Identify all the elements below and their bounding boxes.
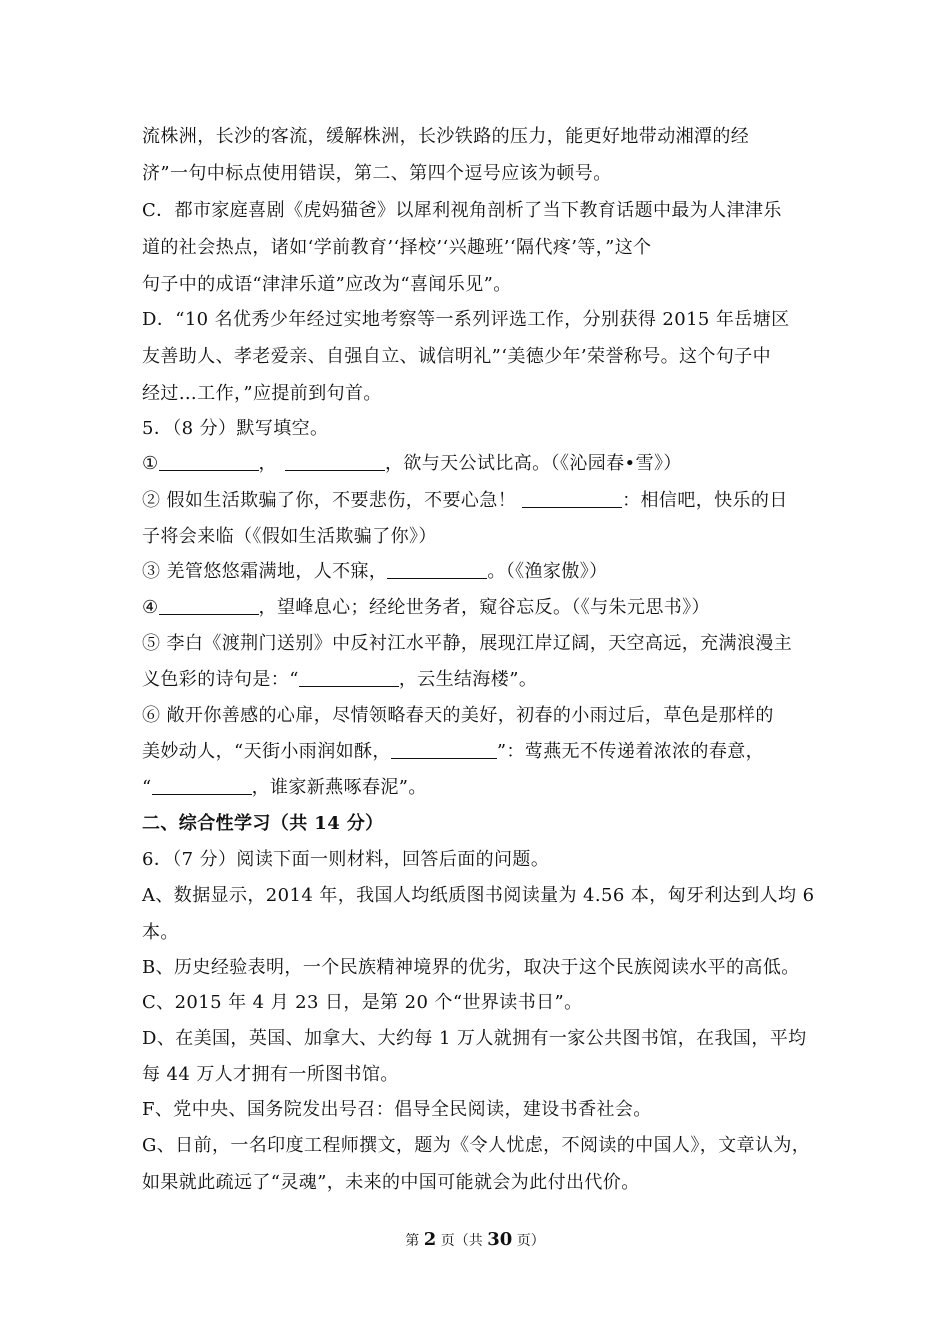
fill-text: ，谁家新燕啄春泥”。 bbox=[251, 777, 427, 798]
total-pages: 30 bbox=[487, 1229, 513, 1250]
answer-blank[interactable] bbox=[299, 668, 399, 687]
text-line: 济”一句中标点使用错误，第二、第四个逗号应该为顿号。 bbox=[142, 163, 612, 184]
fill-line-7 bbox=[142, 668, 537, 692]
fill-text: ，云生结海楼”。 bbox=[398, 669, 538, 690]
answer-blank[interactable] bbox=[159, 596, 259, 615]
fill-text: ”：莺燕无不传递着浓浓的春意， bbox=[496, 741, 765, 762]
text-line: D．“10 名优秀少年经过实地考察等一系列评选工作，分别获得 2015 年岳塘区 bbox=[142, 309, 790, 330]
fill-line-2 bbox=[142, 489, 788, 513]
footer-text: 页） bbox=[512, 1233, 545, 1249]
fill-text: ③ 羌管悠悠霜满地，人不寐， bbox=[142, 561, 388, 582]
material-line: F、党中央、国务院发出号召：倡导全民阅读，建设书香社会。 bbox=[142, 1099, 652, 1120]
fill-text: ④ bbox=[142, 597, 159, 618]
material-line: B、历史经验表明，一个民族精神境界的优劣，取决于这个民族阅读水平的高低。 bbox=[142, 957, 800, 978]
footer-text: 页（共 bbox=[436, 1233, 488, 1249]
text-line: 经过…工作，”应提前到句首。 bbox=[142, 383, 382, 404]
material-line: 每 44 万人才拥有一所图书馆。 bbox=[142, 1064, 399, 1085]
fill-line-3: 子将会来临（《假如生活欺骗了你》） bbox=[142, 526, 437, 547]
text-line: C．都市家庭喜剧《虎妈猫爸》以犀利视角剖析了当下教育话题中最为人津津乐 bbox=[142, 200, 782, 221]
material-line: C、2015 年 4 月 23 日，是第 20 个“世界读书日”。 bbox=[142, 992, 583, 1013]
material-line: G、日前，一名印度工程师撰文，题为《令人忧虑，不阅读的中国人》，文章认为， bbox=[142, 1135, 811, 1156]
material-line: D、在美国，英国、加拿大、大约每 1 万人就拥有一家公共图书馆，在我国，平均 bbox=[142, 1028, 807, 1049]
fill-line-9 bbox=[142, 740, 764, 764]
answer-blank[interactable] bbox=[159, 452, 259, 471]
fill-line-6: ⑤ 李白《渡荆门送别》中反衬江水平静，展现江岸辽阔，天空高远，充满浪漫主 bbox=[142, 633, 793, 654]
material-line: 本。 bbox=[142, 922, 179, 943]
answer-blank[interactable] bbox=[387, 560, 487, 579]
fill-line-1 bbox=[142, 452, 682, 476]
footer-text: 第 bbox=[405, 1233, 424, 1249]
answer-blank[interactable] bbox=[522, 489, 622, 508]
answer-blank[interactable] bbox=[152, 776, 252, 795]
fill-line-10 bbox=[142, 776, 427, 800]
fill-text: 美妙动人，“天街小雨润如酥， bbox=[142, 741, 391, 762]
question-5-heading: 5．（8 分）默写填空。 bbox=[142, 418, 329, 439]
fill-line-5 bbox=[142, 596, 710, 620]
page-number: 2 bbox=[423, 1229, 437, 1250]
fill-text: ：相信吧，快乐的日 bbox=[622, 490, 788, 511]
fill-text: 义色彩的诗句是：“ bbox=[142, 669, 299, 690]
text-line: 道的社会热点，诸如‘学前教育’‘择校’‘兴趣班’‘隔代疼’等，”这个 bbox=[142, 237, 652, 258]
fill-text: ① bbox=[142, 453, 159, 474]
material-line: 如果就此疏远了“灵魂”，未来的中国可能就会为此付出代价。 bbox=[142, 1172, 640, 1193]
fill-text: ，望峰息心；经纶世务者，窥谷忘反。（《与朱元思书》） bbox=[258, 597, 710, 618]
material-line: A、数据显示，2014 年，我国人均纸质图书阅读量为 4.56 本，匈牙利达到人均 6 bbox=[142, 885, 815, 906]
fill-text: 。（《渔家傲》） bbox=[487, 561, 608, 582]
fill-text: “ bbox=[142, 777, 152, 798]
text-line: 流株洲，长沙的客流，缓解株洲，长沙铁路的压力，能更好地带动湘潭的经 bbox=[142, 126, 750, 147]
page-footer bbox=[0, 1230, 950, 1251]
section-title: 二、综合性学习（共 14 分） bbox=[142, 813, 384, 834]
fill-text: ② 假如生活欺骗了你，不要悲伤，不要心急！ bbox=[142, 490, 517, 511]
text-line: 友善助人、孝老爱亲、自强自立、诚信明礼”‘美德少年’荣誉称号。这个句子中 bbox=[142, 346, 772, 367]
answer-blank[interactable] bbox=[391, 740, 497, 759]
answer-blank[interactable] bbox=[285, 452, 385, 471]
question-6-heading: 6．（7 分）阅读下面一则材料，回答后面的问题。 bbox=[142, 849, 550, 870]
fill-line-8: ⑥ 敞开你善感的心扉，尽情领略春天的美好，初春的小雨过后，草色是那样的 bbox=[142, 705, 774, 726]
fill-line-4 bbox=[142, 560, 608, 584]
fill-text: ， bbox=[258, 453, 277, 474]
text-line: 句子中的成语“津津乐道”应改为“喜闻乐见”。 bbox=[142, 274, 512, 295]
fill-text: ，欲与天公试比高。（《沁园春•雪》） bbox=[384, 453, 682, 474]
